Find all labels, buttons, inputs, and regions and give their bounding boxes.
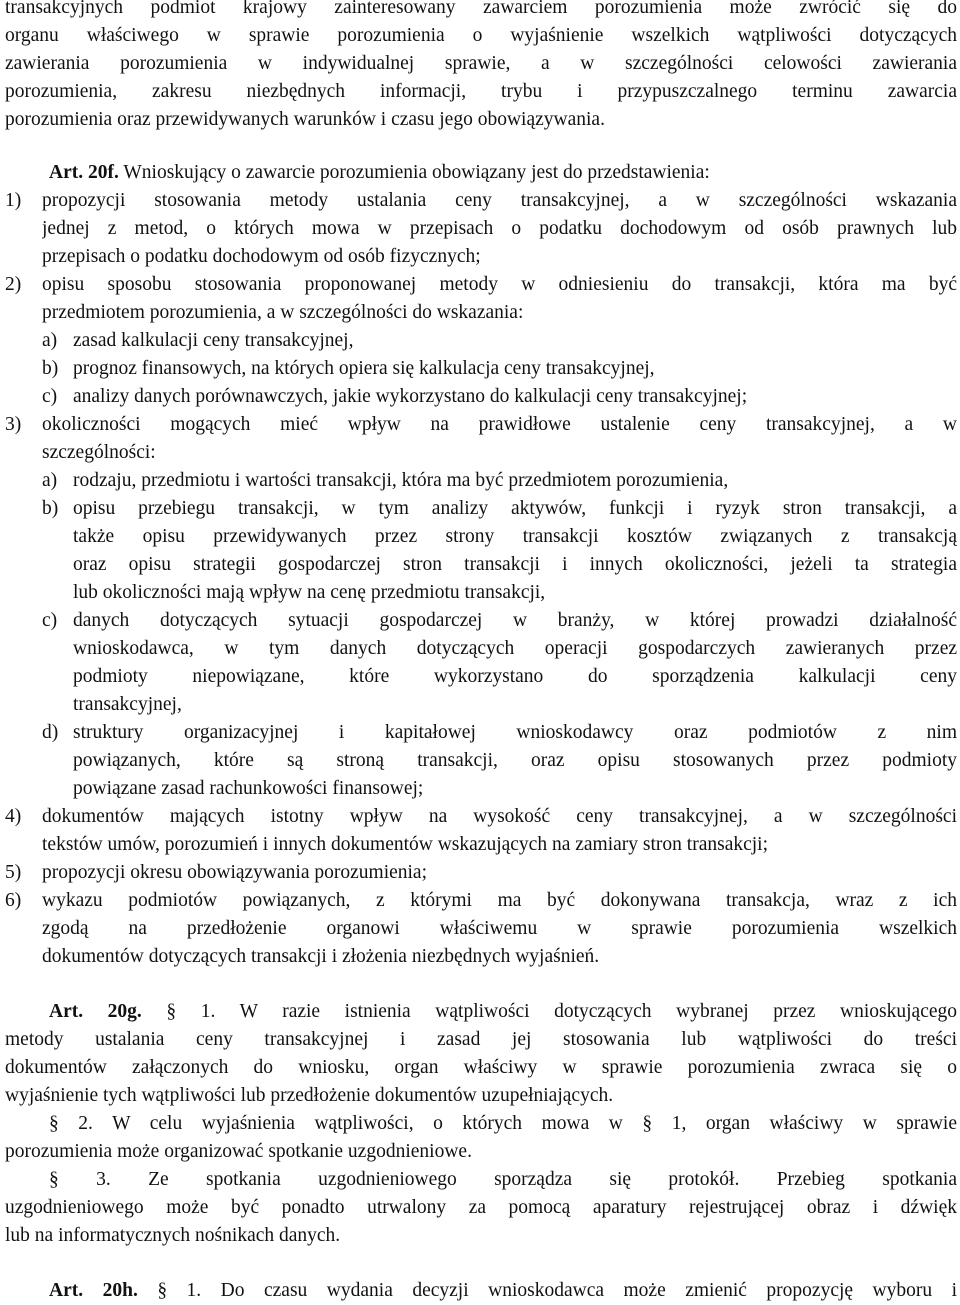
text-line: transakcyjnej,	[73, 694, 182, 715]
text-line: porozumienia, zakresu niezbędnych informacji, trybu i przypuszczalnego terminu zawarcia	[5, 81, 957, 102]
text-line: oraz opisu strategii gospodarczej stron transakcji i innych okoliczności, jeżeli ta strategia	[73, 554, 957, 575]
item-number: 1)	[5, 190, 22, 211]
document-page	[5, 0, 957, 1305]
text-line: okoliczności mogących mieć wpływ na prawidłowe ustalenie ceny transakcyjnej, a w	[42, 414, 957, 435]
list-item	[5, 887, 957, 971]
text-line: przepisach o podatku dochodowym od osób fizycznych;	[42, 246, 481, 267]
list-item	[5, 859, 957, 887]
text-line: danych dotyczących sytuacji gospodarczej w branży, w której prowadzi działalność	[73, 610, 957, 631]
text-line	[5, 1277, 957, 1305]
text-line: struktury organizacyjnej i kapitałowej wnioskodawcy oraz podmiotów z nim	[73, 722, 957, 743]
list-item	[5, 271, 957, 327]
sub-item	[5, 495, 957, 607]
text-line: porozumienia oraz przewidywanych warunków i czasu jego obowiązywania.	[5, 109, 605, 130]
intro-paragraph	[5, 0, 957, 134]
text-line: metody ustalania ceny transakcyjnej i zasad jej stosowania lub wątpliwości do treści	[5, 1029, 957, 1050]
item-number: 5)	[5, 862, 22, 883]
text-line: szczególności:	[42, 442, 156, 463]
sub-item-letter: a)	[42, 470, 58, 491]
sub-item	[5, 383, 957, 411]
list-item	[5, 803, 957, 859]
sub-item	[5, 467, 957, 495]
text-line: tekstów umów, porozumień i innych dokumentów wskazujących na zamiary stron transakcji;	[42, 834, 769, 855]
text-line: wyjaśnienie tych wątpliwości lub przedłożenie dokumentów uzupełniających.	[5, 1085, 614, 1106]
text-line	[5, 1166, 957, 1194]
item-number: 2)	[5, 274, 22, 295]
text-line: prognoz finansowych, na których opiera się kalkulacja ceny transakcyjnej,	[73, 358, 655, 379]
paragraph-gap	[5, 134, 957, 159]
text-line: dokumentów załączonych do wniosku, organ właściwy w sprawie porozumienia zwraca się o	[5, 1057, 957, 1078]
paragraph-text: Do czasu wydania decyzji wnioskodawca może zmienić propozycję wyboru i	[201, 1280, 957, 1301]
text-line: dokumentów mających istotny wpływ na wysokość ceny transakcyjnej, a w szczególności	[42, 806, 957, 827]
paragraph-mark: § 1.	[137, 1280, 202, 1301]
sub-item	[5, 607, 957, 719]
text-line: uzgodnieniowego może być ponadto utrwalony za pomocą aparatury rejestrującej obraz i dźwięk	[5, 1197, 957, 1218]
text-line: rodzaju, przedmiotu i wartości transakcji, która ma być przedmiotem porozumienia,	[73, 470, 729, 491]
article-heading: Art. 20g.	[49, 1001, 142, 1022]
paragraph-text: W celu wyjaśnienia wątpliwości, o których mowa w § 1, organ właściwy w sprawie	[92, 1113, 957, 1134]
item-number: 6)	[5, 890, 22, 911]
sub-item-letter: d)	[42, 722, 59, 743]
paragraph-text: Ze spotkania uzgodnieniowego sporządza się protokół. Przebieg spotkania	[110, 1169, 957, 1190]
text-line: podmioty niepowiązane, które wykorzystano do sporządzenia kalkulacji ceny	[73, 666, 957, 687]
text-line: opisu przebiegu transakcji, w tym analizy aktywów, funkcji i ryzyk stron transakcji, a	[73, 498, 957, 519]
text-line: analizy danych porównawczych, jakie wykorzystano do kalkulacji ceny transakcyjnej;	[73, 386, 748, 407]
text-line: dokumentów dotyczących transakcji i złożenia niezbędnych wyjaśnień.	[42, 946, 600, 967]
text-line	[5, 998, 957, 1026]
paragraph-gap	[5, 971, 957, 998]
list-item	[5, 411, 957, 467]
text-line: powiązane zasad rachunkowości finansowej;	[73, 778, 424, 799]
item-number: 3)	[5, 414, 22, 435]
text-line: lub na informatycznych nośnikach danych.	[5, 1225, 341, 1246]
sub-item-letter: a)	[42, 330, 58, 351]
article-lead-text: Wnioskujący o zawarcie porozumienia obowiązany jest do przedstawienia:	[118, 162, 710, 183]
article-heading: Art. 20h.	[49, 1280, 138, 1301]
text-line: przedmiotem porozumienia, a w szczególności do wskazania:	[42, 302, 524, 323]
text-line: zawierania porozumienia w indywidualnej sprawie, a w szczególności celowości zawierania	[5, 53, 957, 74]
text-line: zasad kalkulacji ceny transakcyjnej,	[73, 330, 354, 351]
text-line: opisu sposobu stosowania proponowanej metody w odniesieniu do transakcji, która ma być	[42, 274, 957, 295]
article-paragraph	[5, 998, 957, 1110]
text-line: porozumienia może organizować spotkanie uzgodnieniowe.	[5, 1141, 472, 1162]
paragraph-mark: § 3.	[49, 1169, 111, 1190]
article-20h	[5, 1277, 957, 1305]
item-number: 4)	[5, 806, 22, 827]
sub-item-letter: c)	[42, 386, 58, 407]
article-20f	[5, 159, 957, 971]
list-item	[5, 187, 957, 271]
paragraph-mark: § 2.	[49, 1113, 93, 1134]
article-paragraph	[5, 1110, 957, 1166]
sub-item	[5, 355, 957, 383]
paragraph-mark: § 1.	[141, 1001, 216, 1022]
paragraph-gap	[5, 1250, 957, 1277]
text-line: wnioskodawca, w tym danych dotyczących operacji gospodarczych zawieranych przez	[73, 638, 957, 659]
article-20g	[5, 998, 957, 1250]
text-line: organu właściwego w sprawie porozumienia o wyjaśnienie wszelkich wątpliwości dotyczących	[5, 25, 957, 46]
text-line: wykazu podmiotów powiązanych, z którymi ma być dokonywana transakcja, wraz z ich	[42, 890, 957, 911]
text-line: propozycji stosowania metody ustalania ceny transakcyjnej, a w szczególności wskazania	[42, 190, 957, 211]
paragraph-text: W razie istnienia wątpliwości dotyczących wybranej przez wnioskującego	[215, 1001, 957, 1022]
text-line: lub okoliczności mają wpływ na cenę przedmiotu transakcji,	[73, 582, 546, 603]
sub-item-letter: b)	[42, 358, 59, 379]
article-heading: Art. 20f.	[49, 162, 119, 183]
sub-item-letter: c)	[42, 610, 58, 631]
text-line: propozycji okresu obowiązywania porozumienia;	[42, 862, 428, 883]
text-line: także opisu przewidywanych przez strony transakcji kosztów związanych z transakcją	[73, 526, 957, 547]
text-line: zgodą na przedłożenie organowi właściwemu w sprawie porozumienia wszelkich	[42, 918, 957, 939]
text-line	[5, 1110, 957, 1138]
sub-item	[5, 327, 957, 355]
article-lead	[5, 159, 957, 187]
text-line: transakcyjnych podmiot krajowy zainteresowany zawarciem porozumienia może zwrócić się do	[5, 0, 957, 18]
article-paragraph	[5, 1166, 957, 1250]
sub-item-letter: b)	[42, 498, 59, 519]
text-line: jednej z metod, o których mowa w przepisach o podatku dochodowym od osób prawnych lub	[42, 218, 957, 239]
text-line: powiązanych, które są stroną transakcji, oraz opisu stosowanych przez podmioty	[73, 750, 957, 771]
sub-item	[5, 719, 957, 803]
